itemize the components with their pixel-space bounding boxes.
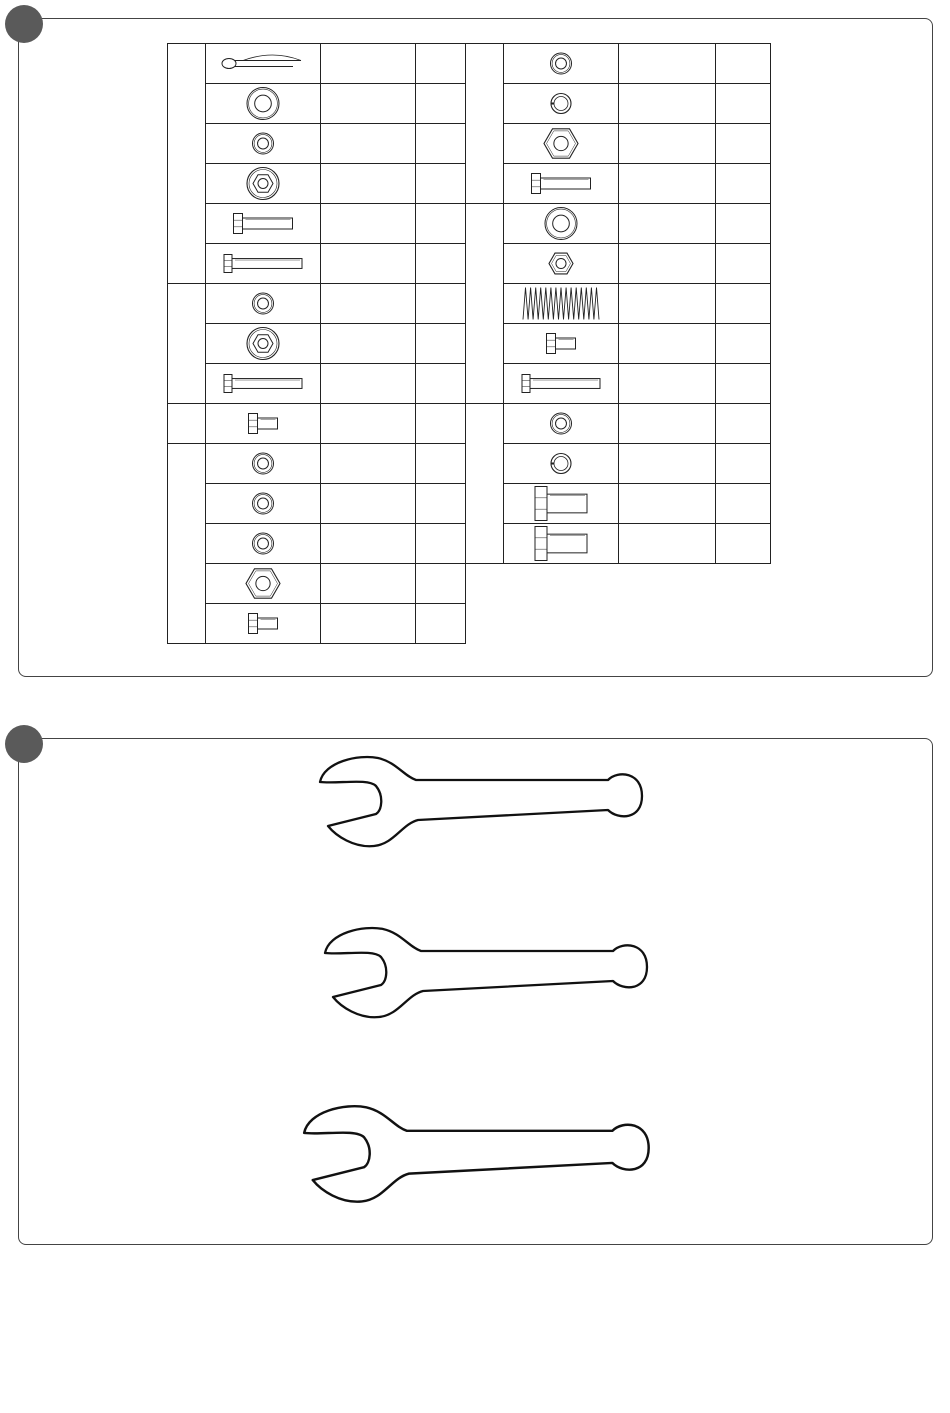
group-label-cell	[168, 404, 206, 444]
hardware-row	[504, 84, 771, 124]
split-lock-washer-icon	[551, 94, 571, 114]
hex-bolt-short-icon	[547, 334, 576, 354]
group-label-cell	[168, 284, 206, 404]
hardware-table-right	[466, 44, 771, 564]
hardware-row	[504, 44, 771, 84]
tools-illustration	[0, 720, 950, 1280]
hardware-row	[206, 204, 466, 244]
hardware-tables	[0, 0, 950, 700]
cotter-pin-icon	[222, 55, 301, 69]
flat-washer-small-icon	[551, 413, 572, 434]
hardware-row	[504, 244, 771, 284]
hardware-group	[168, 44, 466, 284]
flat-washer-small-icon	[253, 293, 274, 314]
hardware-row	[206, 244, 466, 284]
hex-bolt-thick-icon	[535, 487, 587, 521]
flat-washer-large-icon	[545, 208, 577, 240]
hardware-row	[206, 604, 466, 644]
hex-nut-small-icon	[549, 253, 573, 274]
hardware-row	[504, 164, 771, 204]
coil-spring-icon	[523, 288, 599, 320]
hex-nut-icon	[544, 129, 578, 158]
group-label-cell	[168, 444, 206, 644]
flat-washer-small-icon	[253, 453, 274, 474]
hardware-row	[206, 324, 466, 364]
hardware-row	[504, 444, 771, 484]
hex-bolt-short-icon	[249, 414, 278, 434]
hardware-row	[504, 404, 771, 444]
flat-washer-small-icon	[253, 493, 274, 514]
hardware-group	[168, 404, 466, 444]
group-label-cell	[168, 44, 206, 284]
hardware-row	[206, 124, 466, 164]
flat-washer-small-icon	[253, 533, 274, 554]
hardware-group	[466, 204, 771, 404]
flat-washer-small-icon	[551, 53, 572, 74]
hardware-row	[206, 164, 466, 204]
hardware-row	[206, 404, 466, 444]
hardware-row	[206, 524, 466, 564]
open-end-wrench-icon	[304, 1106, 649, 1201]
nylon-lock-nut-icon	[247, 328, 279, 360]
hardware-row	[206, 364, 466, 404]
hardware-row	[206, 484, 466, 524]
hardware-row	[206, 84, 466, 124]
nylon-lock-nut-icon	[247, 168, 279, 200]
hex-bolt-long-icon	[224, 255, 302, 273]
hardware-group	[168, 284, 466, 404]
open-end-wrench-icon	[320, 757, 642, 846]
flat-washer-small-icon	[253, 133, 274, 154]
hex-nut-icon	[246, 569, 280, 598]
hardware-table-left	[168, 44, 466, 644]
hardware-row	[504, 284, 771, 324]
hardware-group	[466, 404, 771, 564]
hardware-group	[168, 444, 466, 644]
hex-bolt-long-icon	[522, 375, 600, 393]
hardware-row	[206, 284, 466, 324]
group-label-cell	[466, 404, 504, 564]
hardware-row	[504, 524, 771, 564]
hardware-row	[504, 204, 771, 244]
hardware-row	[504, 364, 771, 404]
hardware-row	[206, 444, 466, 484]
hex-bolt-short-icon	[249, 614, 278, 634]
hex-bolt-medium-icon	[532, 174, 591, 194]
hardware-row	[206, 564, 466, 604]
open-end-wrench-icon	[325, 928, 647, 1017]
hardware-row	[504, 124, 771, 164]
hex-bolt-medium-icon	[234, 214, 293, 234]
hardware-row	[504, 324, 771, 364]
hardware-group	[466, 44, 771, 204]
hardware-row	[504, 484, 771, 524]
group-label-cell	[466, 204, 504, 404]
flat-washer-large-icon	[247, 88, 279, 120]
hex-bolt-thick-icon	[535, 527, 587, 561]
hardware-row	[206, 44, 466, 84]
split-lock-washer-icon	[551, 454, 571, 474]
hex-bolt-long-icon	[224, 375, 302, 393]
group-label-cell	[466, 44, 504, 204]
